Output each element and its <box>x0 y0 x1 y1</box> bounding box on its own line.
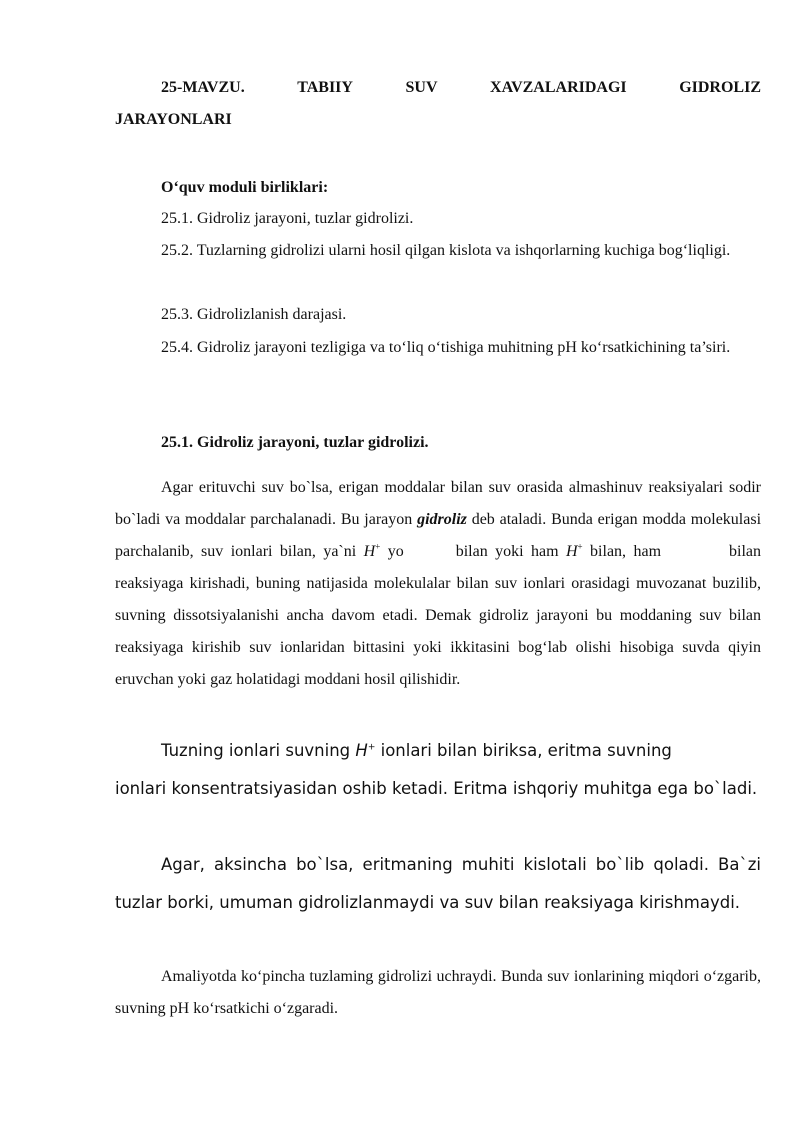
title-word: 25-MAVZU. <box>161 79 245 96</box>
title-word: XAVZALARIDAGI <box>490 79 627 96</box>
formula-h: H <box>355 741 368 760</box>
paragraph-hydrolysis-definition <box>115 472 761 696</box>
title-line-1 <box>161 74 761 102</box>
text-run: ionlari bilan biriksa, eritma suvning <box>375 741 672 760</box>
module-item-2: 25.2. Tuzlarning gidrolizi ularni hosil qilgan kislota va ishqorlarning kuchiga bog‘liqligi. <box>161 242 731 259</box>
title-word: SUV <box>405 79 438 96</box>
formula-plus: + <box>577 541 583 552</box>
module-item-4: 25.4. Gidroliz jarayoni tezligiga va to‘liq o‘tishiga muhitning pH ko‘rsatkichining ta’siri. <box>161 339 731 356</box>
paragraph-acidic-medium: Agar, aksincha bo`lsa, eritmaning muhiti kislotali bo`lib qoladi. Ba`zi tuzlar borki, umuman gidrolizlanmaydi va suv bilan reaksiyaga kirishmaydi. <box>115 855 761 912</box>
paragraph-practice: Amaliyotda ko‘pincha tuzlaming gidrolizi uchraydi. Bunda suv ionlarining miqdori o‘zgarib, suvning pH ko‘rsatkichi o‘zgaradi. <box>115 968 761 1017</box>
text-run: ionlari konsentratsiyasidan oshib ketadi. Eritma ishqoriy muhitga ega bo`ladi. <box>115 779 758 798</box>
title-line-2: JARAYONLARI <box>115 111 232 128</box>
formula-h: H <box>565 543 578 560</box>
section-heading: 25.1. Gidroliz jarayoni, tuzlar gidrolizi. <box>161 434 429 451</box>
text-run: deb ataladi. Bunda erigan modda molekulasi parchalanib, suv ionlari bilan, ya`ni <box>115 511 762 560</box>
paragraph-basic-medium <box>115 732 761 808</box>
text-run: bilan reaksiyaga kirishadi, buning natijasida molekulalar bilan suv ionlari orasidagi muvozanat buzilib, suvning dissotsiyalanishi ancha davom etadi. Demak gidroliz jarayoni bu moddaning suv bilan reaksiyaga kirishib suv ionlaridan bittasini yoki ikkitasini bog‘lab olishi hisobiga suvda qiyin eruvchan yoki gaz holatidagi moddani hosil qilishidir. <box>115 543 762 688</box>
module-item-1: 25.1. Gidroliz jarayoni, tuzlar gidrolizi. <box>161 210 414 227</box>
title-word: TABIIY <box>297 79 353 96</box>
text-run: Agar erituvchi suv bo`lsa, erigan moddalar bilan suv orasida almashinuv reaksiyalari sodir bo`ladi va moddalar parchalanadi. Bu jarayon <box>115 479 761 528</box>
text-run: bilan, ham <box>582 543 662 560</box>
text-run: bilan yoki ham <box>455 543 566 560</box>
term-gidroliz: gidroliz <box>417 511 467 528</box>
formula-plus: + <box>375 541 381 552</box>
title-word: GIDROLIZ <box>679 79 761 96</box>
module-item-3: 25.3. Gidrolizlanish darajasi. <box>161 306 347 323</box>
formula-h: H <box>363 543 376 560</box>
text-run: Tuzning ionlari suvning <box>161 741 356 760</box>
module-heading: O‘quv moduli birliklari: <box>161 179 329 196</box>
text-run: yo <box>380 543 404 560</box>
formula-plus: + <box>367 742 376 753</box>
